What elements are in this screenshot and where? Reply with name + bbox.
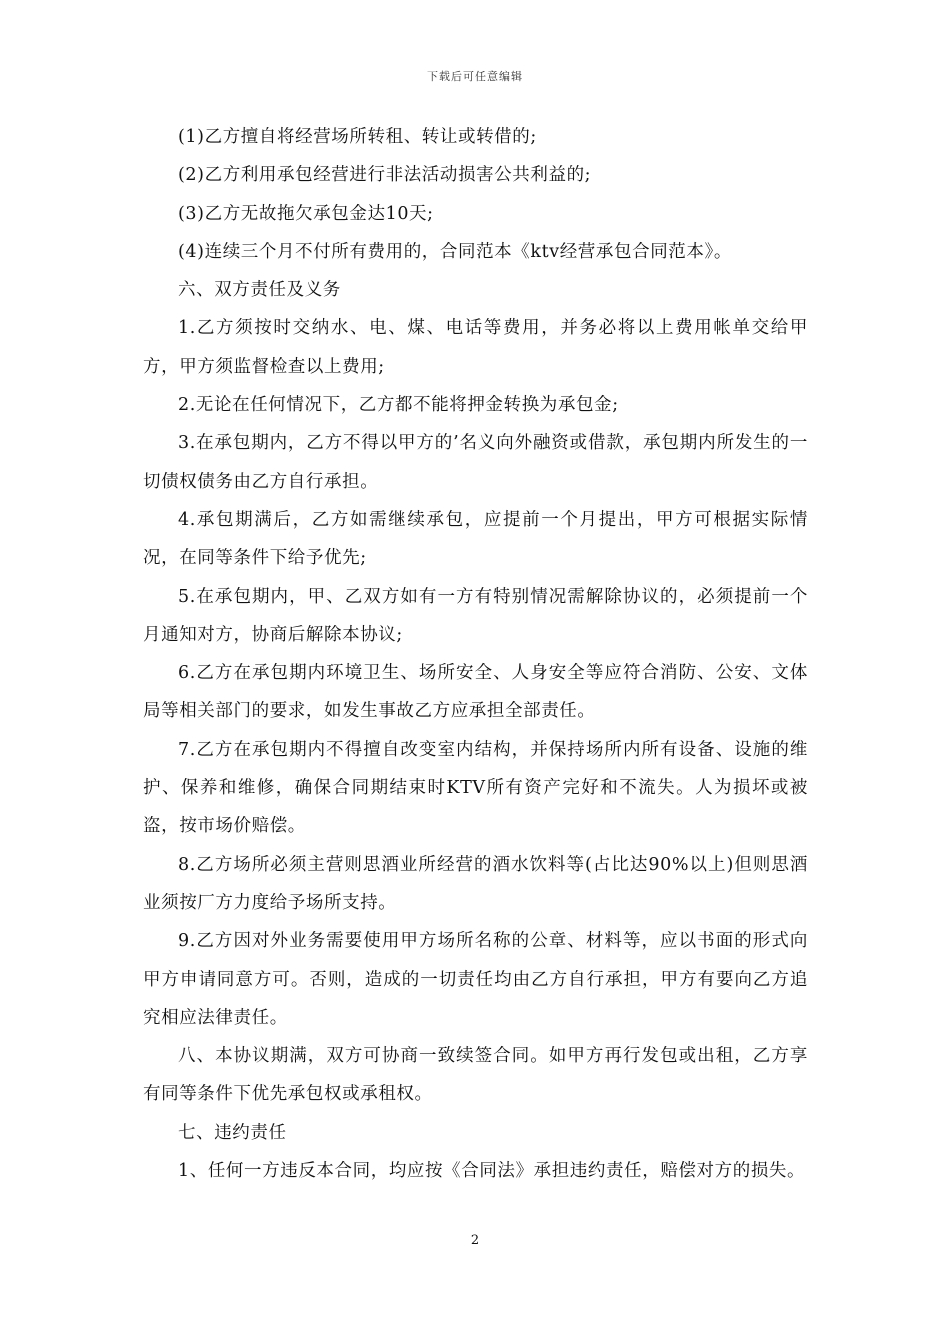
duty-7-structure: 7.乙方在承包期内不得擅自改变室内结构，并保持场所内所有设备、设施的维护、保养和维修，确保合同期结束时KTV所有资产完好和不流失。人为损坏或被盗，按市场价赔偿。 [143,739,808,837]
duty-3-financing: 3.在承包期内，乙方不得以甲方的’名义向外融资或借款，承包期内所发生的一切债权债务由乙方自行承担。 [143,433,808,492]
duty-8-beverages: 8.乙方场所必须主营则思酒业所经营的酒水饮料等(占比达90%以上)但则思酒业须按厂方力度给予场所支持。 [143,854,808,913]
clause-2-illegal-activity: (2)乙方利用承包经营进行非法活动损害公共利益的; [178,165,592,186]
duty-2-deposit: 2.无论在任何情况下，乙方都不能将押金转换为承包金; [178,395,619,416]
page-number: 2 [470,1233,480,1248]
clause-1-sublet: (1)乙方擅自将经营场所转租、转让或转借的; [178,127,537,147]
clause-4-unpaid-fees: (4)连续三个月不付所有费用的，合同范本《ktv经营承包合同范本》。 [178,241,732,262]
duty-6-safety: 6.乙方在承包期内环境卫生、场所安全、人身安全等应符合消防、公安、文体局等相关部门的要求，如发生事故乙方应承担全部责任。 [143,663,808,722]
breach-1-liability: 1、任何一方违反本合同，均应按《合同法》承担违约责任，赔偿对方的损失。 [178,1161,806,1182]
section-heading-responsibilities: 六、双方责任及义务 [178,280,341,301]
duty-5-termination: 5.在承包期内，甲、乙双方如有一方有特别情况需解除协议的，必须提前一个月通知对方，协商后解除本协议; [143,586,808,645]
header-note: 下载后可任意编辑 [427,70,523,83]
section-heading-breach: 七、违约责任 [178,1122,287,1143]
duty-1-utilities: 1.乙方须按时交纳水、电、煤、电话等费用，并务必将以上费用帐单交给甲方，甲方须监督检查以上费用; [143,318,808,377]
duty-4-renewal: 4.承包期满后，乙方如需继续承包，应提前一个月提出，甲方可根据实际情况，在同等条件下给予优先; [143,509,808,569]
section-eight-expiry: 八、本协议期满，双方可协商一致续签合同。如甲方再行发包或出租，乙方享有同等条件下优先承包权或承租权。 [143,1046,808,1105]
clause-3-arrears: (3)乙方无故拖欠承包金达10天; [178,203,434,224]
document-body [143,118,808,1190]
duty-9-seal-usage: 9.乙方因对外业务需要使用甲方场所名称的公章、材料等，应以书面的形式向甲方申请同意方可。否则，造成的一切责任均由乙方自行承担，甲方有要向乙方追究相应法律责任。 [143,931,808,1028]
